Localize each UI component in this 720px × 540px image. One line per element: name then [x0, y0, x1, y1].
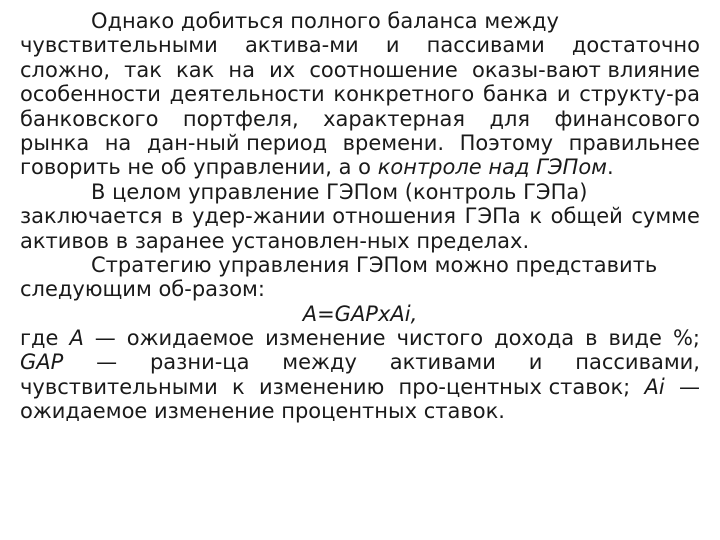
- paragraph-1: [20, 9, 700, 180]
- text-line: GAP — разни-ца между активами и пассивами,: [20, 350, 700, 375]
- text-line: рынка на дан-ный период времени. Поэтому правильнее: [20, 130, 700, 155]
- emphasis-text: контроле над ГЭПом: [377, 155, 608, 180]
- text-line: где А — ожидаемое изменение чистого дохода в виде %;: [20, 326, 700, 351]
- text-line: В целом управление ГЭПом (контроль ГЭПа): [91, 179, 588, 204]
- text-line: Стратегию управления ГЭПом можно представить: [91, 252, 658, 277]
- text-line: заключается в удер-жании отношения ГЭПа к общей сумме: [20, 204, 700, 229]
- text-line: банковского портфеля, характерная для финансового: [20, 106, 700, 131]
- text-line: говорить не об управлении, а о контроле над ГЭПом.: [20, 155, 614, 180]
- text-line: чувствительными к изменению про-центных ставок; Ai —: [20, 374, 700, 399]
- text-line: ожидаемое изменение процентных ставок.: [20, 399, 505, 424]
- text-line: особенности деятельности конкретного банка и структу-ра: [20, 82, 700, 107]
- text-line: следующим об-разом:: [20, 277, 265, 302]
- definitions: [20, 326, 700, 424]
- text-line: сложно, так как на их соотношение оказы-вают влияние: [20, 57, 700, 82]
- formula: А=GAPxAi,: [302, 301, 418, 326]
- text-line: чувствительными актива-ми и пассивами достаточно: [20, 33, 700, 58]
- text-line: активов в заранее установлен-ных пределах.: [20, 228, 530, 253]
- paragraph-3: [20, 253, 700, 302]
- paragraph-2: [20, 180, 700, 253]
- text-line: Однако добиться полного баланса между: [91, 9, 559, 33]
